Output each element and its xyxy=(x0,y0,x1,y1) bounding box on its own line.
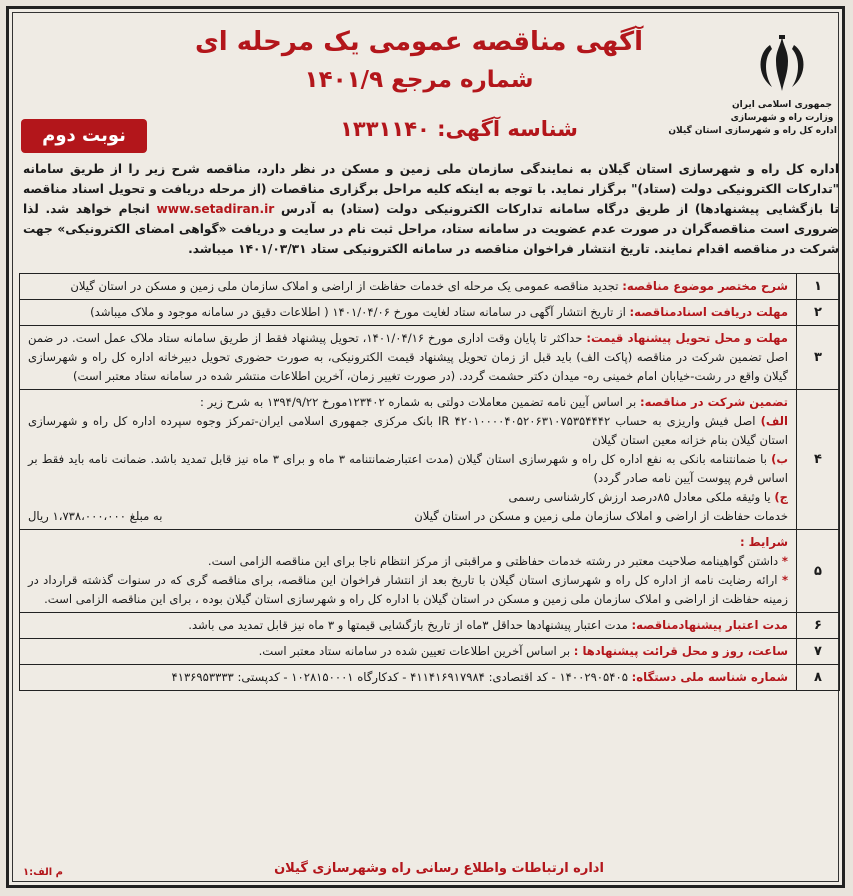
intro-text-part2: انجام خواهد شد. لذا ضروری است مناقصه‌گران در صورت عدم عضویت در سامانه ستاد، مراحل ثبت نام در سایت و دریافت «گواهی امضای الکترونیکی» جهت شرکت در مناقصه اقدام نمایند. تاریخ انتشار فراخوان مناقصه در سامانه الکترونیکی ستاد ۱۴۰۱/۰۳/۳۱ میباشد. xyxy=(23,202,839,256)
row-text: بر اساس آیین نامه تضمین معاملات دولتی به شماره ۱۲۳۴۰۲مورخ ۱۳۹۴/۹/۲۲ به شرح زیر : xyxy=(200,395,637,409)
table-row xyxy=(20,665,840,691)
row-label: شماره شناسه ملی دستگاه: xyxy=(631,670,788,684)
setad-url-link[interactable]: www.setadiran.ir xyxy=(156,202,275,216)
table-row xyxy=(20,639,840,665)
row-content xyxy=(20,639,797,665)
row-content xyxy=(20,326,797,390)
guarantee-beneficiary: خدمات حفاظت از اراضی و املاک سازمان ملی زمین و مسکن در استان گیلان xyxy=(414,509,788,523)
table-row xyxy=(20,274,840,300)
emblem-line-country: جمهوری اسلامی ایران xyxy=(731,100,833,110)
row-label: مهلت دریافت اسنادمناقصه: xyxy=(629,305,788,319)
option-c-text: یا وثیقه ملکی معادل ۸۵درصد ارزش کارشناسی رسمی xyxy=(508,490,771,504)
row-content xyxy=(20,613,797,639)
ad-identifier: شناسه آگهی: ۱۳۳۱۱۴۰ xyxy=(340,117,578,141)
row-text: از تاریخ انتشار آگهی در سامانه ستاد لغایت مورخ ۱۴۰۱/۰۴/۰۶ ( اطلاعات دقیق در سامانه موجود و ملاک میباشد) xyxy=(90,305,626,319)
row-label: ساعت، روز و محل قرائت پیشنهادها : xyxy=(573,644,788,658)
row-label: تضمین شرکت در مناقصه: xyxy=(639,395,788,409)
row-content xyxy=(20,300,797,326)
org-emblem-block xyxy=(668,33,837,138)
row-number: ۸ xyxy=(797,665,840,691)
row-text: مدت اعتبار پیشنهادها حداقل ۳ماه از تاریخ بازگشایی قیمتها و ۳ ماه نیز قابل تمدید می باشد. xyxy=(188,618,628,632)
row-number: ۱ xyxy=(797,274,840,300)
intro-paragraph xyxy=(23,159,839,259)
row-text: ۱۴۰۰۲۹۰۵۴۰۵ - کد اقتصادی: ۴۱۱۴۱۶۹۱۷۹۸۴ - کدکارگاه ۱۰۲۸۱۵۰۰۰۱ - کدپستی: ۴۱۳۶۹۵۳۳۳۳ xyxy=(171,670,628,684)
row-label: مدت اعتبار پیشنهادمناقصه: xyxy=(631,618,788,632)
row-label: شرایط : xyxy=(739,535,788,549)
condition-item: داشتن گواهینامه صلاحیت معتبر در رشته خدمات حفاظتی و مراقبتی از مرکز انتظام ناجا برای این مناقصه الزامی است. xyxy=(207,554,779,568)
iran-emblem-icon xyxy=(750,33,814,95)
row-content xyxy=(20,274,797,300)
tender-details-table xyxy=(19,273,840,691)
row-number: ۳ xyxy=(797,326,840,390)
guarantee-amount: به مبلغ ۱،۷۳۸،۰۰۰،۰۰۰ ریال xyxy=(28,509,163,523)
row-content xyxy=(20,665,797,691)
row-label: شرح مختصر موضوع مناقصه: xyxy=(622,279,788,293)
option-a-mark: الف) xyxy=(760,414,788,428)
turn-badge: نوبت دوم xyxy=(21,119,147,153)
option-b-text: با ضمانتنامه بانکی به نفع اداره کل راه و شهرسازی استان گیلان (مدت اعتبارضمانتنامه ۳ ماه و برای ۳ ماه نیز قابل تمدید باشد. ضمانت نامه باید فقط بر اساس فرم پیوست آیین نامه صادر گردد) xyxy=(28,452,788,485)
reference-number: شماره مرجع ۱۴۰۱/۹ xyxy=(304,67,534,93)
row-number: ۶ xyxy=(797,613,840,639)
bullet-star-icon: * xyxy=(781,573,789,587)
notice-page xyxy=(6,6,845,888)
footer-publisher: اداره ارتباطات واطلاع رسانی راه وشهرسازی گیلان xyxy=(274,861,604,876)
intro-text-part1: اداره کل راه و شهرسازی استان گیلان به نمایندگی سازمان ملی زمین و مسکن در نظر دارد، مناقصه شرح زیر را از طریق سامانه "تدارکات الکترونیکی دولت (ستاد)" برگزار نماید. با توجه به اینکه کلیه مراحل برگزاری مناقصات (از مرحله دریافت و تحویل اسناد مناقصه تا بازگشایی پیشنهادها) از طریق درگاه سامانه تدارکات الکترونیکی دولت (ستاد) به آدرس xyxy=(23,162,839,216)
bullet-star-icon: * xyxy=(781,554,788,568)
option-b-mark: ب) xyxy=(771,452,789,466)
table-row xyxy=(20,530,840,613)
table-row xyxy=(20,390,840,530)
row-text: تجدید مناقصه عمومی یک مرحله ای خدمات حفاظت از اراضی و املاک سازمان ملی زمین و مسکن در استان گیلان xyxy=(70,279,619,293)
row-number: ۷ xyxy=(797,639,840,665)
option-a-text: اصل فیش واریزی به حساب IR ۴۲۰۱۰۰۰۰۴۰۵۲۰۶۳۱۰۷۵۳۵۴۴۴۲ بانک مرکزی جمهوری اسلامی ایران-تمرکز وجوه سپرده اداره کل راه و شهرسازی استان گیلان بنام خزانه معین استان گیلان xyxy=(28,414,788,447)
row-number: ۵ xyxy=(797,530,840,613)
row-text: بر اساس آخرین اطلاعات تعیین شده در سامانه ستاد معتبر است. xyxy=(258,644,571,658)
condition-item: ارائه رضایت نامه از اداره کل راه و شهرسازی استان گیلان با تاریخ بعد از انتشار فراخوان این مناقصه، برای مناقصه گری که در سنوات گذشته قرارداد در زمینه حفاظت از اراضی و املاک سازمان ملی زمین و مسکن در استان گیلان با اداره کل راه و شهرسازی استان گیلان بوده ، برای این مناقصه الزامی است. xyxy=(28,573,788,606)
footer-code: م الف:۱ xyxy=(23,867,64,878)
row-number: ۴ xyxy=(797,390,840,530)
row-number: ۲ xyxy=(797,300,840,326)
table-row xyxy=(20,613,840,639)
row-content xyxy=(20,530,797,613)
row-text: حداکثر تا پایان وقت اداری مورخ ۱۴۰۱/۰۴/۱۶، تحویل پیشنهاد فقط از طریق سامانه ستاد ملاک عمل است. در ضمن اصل تضمین شرکت در مناقصه (پاکت الف) باید قبل از زمان تحویل پیشنهاد قیمت الکترونیکی، به صورت حضوری تحویل دبیرخانه اداره کل راه و شهرسازی گیلان واقع در رشت-خیابان امام خمینی ره- میدان دکتر حشمت گردد. (در صورت تغییر زمان، آخرین اطلاعات منتشر شده در سامانه ستاد معتبر است) xyxy=(28,331,788,383)
row-content xyxy=(20,390,797,530)
notice-title: آگهی مناقصه عمومی یک مرحله ای xyxy=(194,27,644,57)
table-row xyxy=(20,326,840,390)
option-c-mark: ج) xyxy=(774,490,788,504)
emblem-line-office: اداره کل راه و شهرسازی استان گیلان xyxy=(668,126,837,136)
row-label: مهلت و محل تحویل پیشنهاد قیمت: xyxy=(586,331,788,345)
emblem-line-ministry: وزارت راه و شهرسازی xyxy=(730,113,834,123)
table-row xyxy=(20,300,840,326)
